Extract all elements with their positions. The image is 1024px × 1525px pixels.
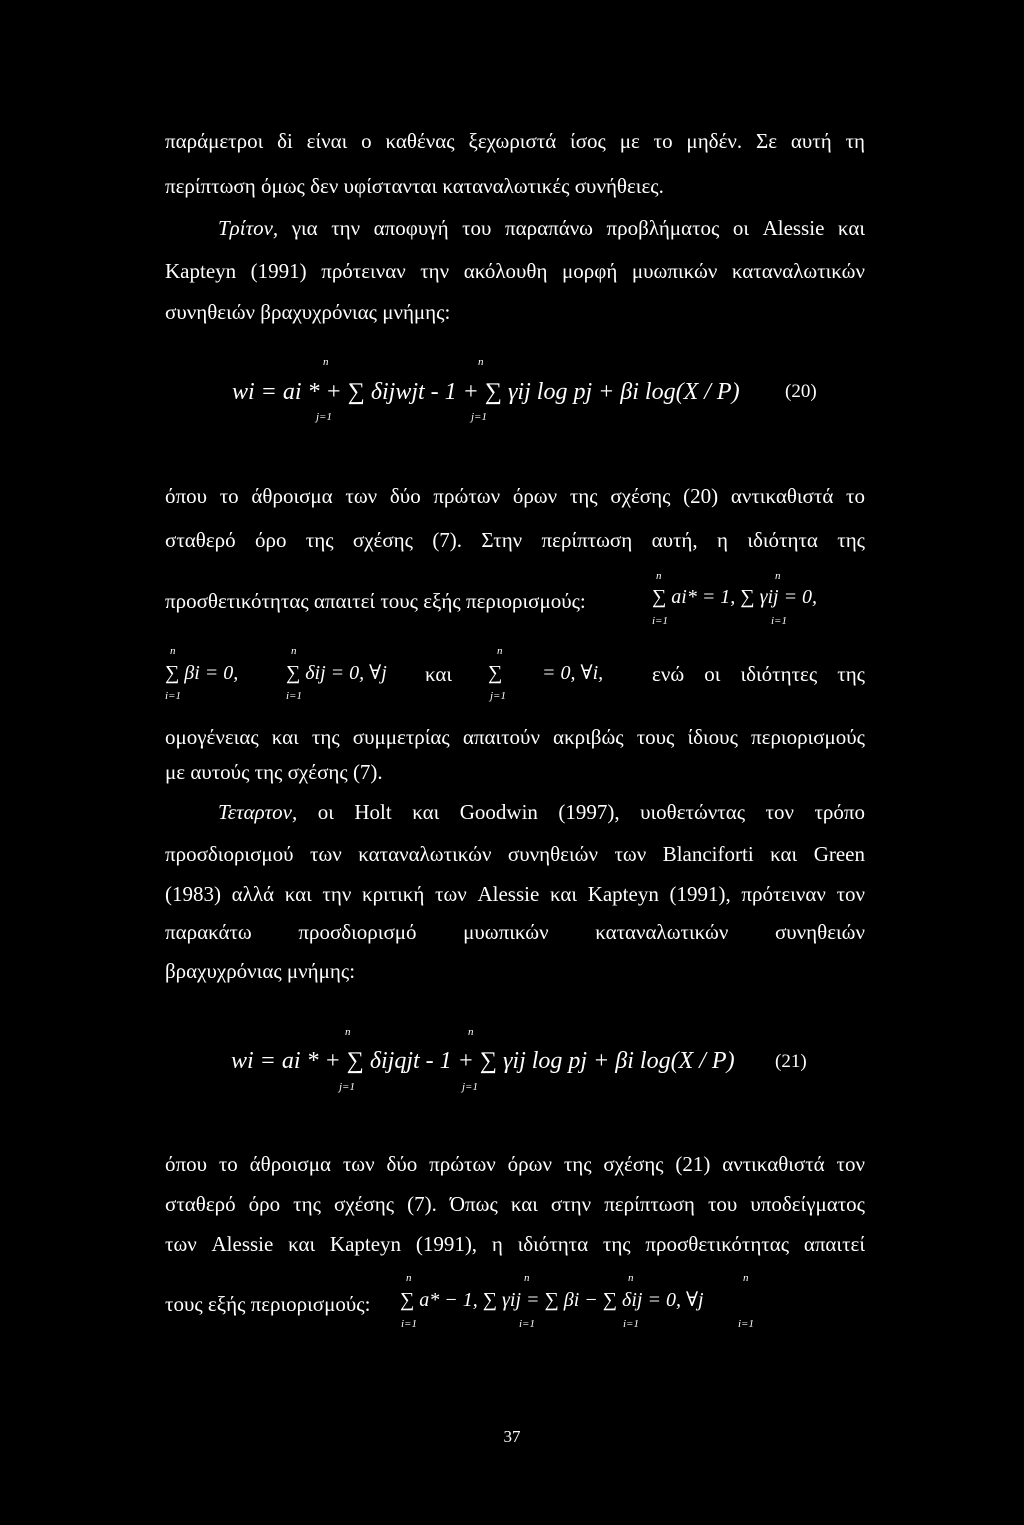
text-line: προσθετικότητας απαιτεί τους εξής περιορισμούς: bbox=[165, 589, 586, 613]
sum-limit: j=1 bbox=[490, 690, 506, 702]
text-line: ενώ οι ιδιότητες της bbox=[652, 662, 865, 686]
sum-limit: n bbox=[170, 645, 176, 657]
sum-limit: j=1 bbox=[462, 1081, 478, 1093]
text-line bbox=[218, 798, 865, 826]
sum-limit: j=1 bbox=[471, 411, 487, 423]
text-line: σταθερό όρο της σχέσης (7). Στην περίπτωση αυτή, η ιδιότητα της bbox=[165, 528, 865, 552]
sum-limit: n bbox=[775, 570, 781, 582]
text-line: όπου το άθροισμα των δύο πρώτων όρων της σχέσης (21) αντικαθιστά τον bbox=[165, 1152, 865, 1176]
sum-limit: n bbox=[656, 570, 662, 582]
constraint-math: ∑ bbox=[488, 662, 503, 684]
sum-limit: i=1 bbox=[623, 1318, 639, 1330]
text-line: και bbox=[425, 662, 453, 686]
equation-number: (20) bbox=[785, 381, 817, 402]
text-line: (1983) αλλά και την κριτική των Alessie και Kapteyn (1991), πρότειναν τον bbox=[165, 882, 865, 906]
text-line: τους εξής περιορισμούς: bbox=[165, 1292, 371, 1316]
text-line: παρακάτω προσδιορισμό μυωπικών καταναλωτικών συνηθειών bbox=[165, 920, 865, 944]
sum-limit: n bbox=[345, 1026, 351, 1038]
constraint-math: ∑ δij = 0, ∀j bbox=[286, 662, 387, 684]
sum-limit: j=1 bbox=[339, 1081, 355, 1093]
sum-limit: i=1 bbox=[165, 690, 181, 702]
paragraph-lead: Τρίτον, bbox=[218, 216, 279, 240]
text-line: συνηθειών βραχυχρόνιας μνήμης: bbox=[165, 300, 451, 324]
text-line: σταθερό όρο της σχέσης (7). Όπως και στην περίπτωση του υποδείγματος bbox=[165, 1192, 865, 1216]
text-line: Kapteyn (1991) πρότειναν την ακόλουθη μορφή μυωπικών καταναλωτικών bbox=[165, 259, 865, 283]
sum-limit: j=1 bbox=[316, 411, 332, 423]
text-line: με αυτούς της σχέσης (7). bbox=[165, 760, 383, 784]
sum-limit: n bbox=[628, 1272, 634, 1284]
constraint-math: ∑ βi = 0, bbox=[165, 662, 239, 684]
constraint-math: = 0, ∀i, bbox=[542, 662, 604, 684]
paragraph-lead: Τεταρτον, bbox=[218, 800, 298, 824]
text-line: βραχυχρόνιας μνήμης: bbox=[165, 959, 356, 983]
text-line: περίπτωση όμως δεν υφίστανται καταναλωτικές συνήθειες. bbox=[165, 174, 664, 198]
equation-21: wi = ai * + ∑ δijqjt - 1 + ∑ γij log pj + βi log(X / P) bbox=[231, 1048, 735, 1074]
equation-20: wi = ai * + ∑ δijwjt - 1 + ∑ γij log pj + βi log(X / P) bbox=[232, 379, 740, 405]
sum-limit: i=1 bbox=[738, 1318, 754, 1330]
sum-limit: i=1 bbox=[771, 615, 787, 627]
constraint-math: ∑ ai* = 1, ∑ γij = 0, bbox=[652, 586, 818, 608]
sum-limit: n bbox=[478, 356, 484, 368]
sum-limit: n bbox=[468, 1026, 474, 1038]
page-number: 37 bbox=[503, 1427, 521, 1446]
sum-limit: n bbox=[524, 1272, 530, 1284]
sum-limit: i=1 bbox=[519, 1318, 535, 1330]
sum-limit: n bbox=[497, 645, 503, 657]
text-line: όπου το άθροισμα των δύο πρώτων όρων της σχέσης (20) αντικαθιστά το bbox=[165, 484, 865, 508]
sum-limit: i=1 bbox=[401, 1318, 417, 1330]
text-line: προσδιορισμού των καταναλωτικών συνηθειών των Blanciforti και Green bbox=[165, 842, 865, 866]
equation-number: (21) bbox=[775, 1051, 807, 1072]
paragraph-text: οι Holt και Goodwin (1997), υιοθετώντας τον τρόπο bbox=[297, 800, 865, 824]
text-line: ομογένειας και της συμμετρίας απαιτούν ακριβώς τους ίδιους περιορισμούς bbox=[165, 725, 865, 749]
sum-limit: n bbox=[406, 1272, 412, 1284]
text-line: παράμετροι δi είναι ο καθένας ξεχωριστά ίσος με το μηδέν. Σε αυτή τη bbox=[165, 129, 865, 153]
sum-limit: n bbox=[743, 1272, 749, 1284]
constraint-math: ∑ a* − 1, ∑ γij = ∑ βi − ∑ δij = 0, ∀j bbox=[400, 1289, 704, 1311]
text-line bbox=[218, 214, 865, 242]
sum-limit: i=1 bbox=[286, 690, 302, 702]
sum-limit: i=1 bbox=[652, 615, 668, 627]
paragraph-text: για την αποφυγή του παραπάνω προβλήματος οι Alessie και bbox=[278, 216, 865, 240]
text-line: των Alessie και Kapteyn (1991), η ιδιότητα της προσθετικότητας απαιτεί bbox=[165, 1232, 865, 1256]
sum-limit: n bbox=[323, 356, 329, 368]
sum-limit: n bbox=[291, 645, 297, 657]
